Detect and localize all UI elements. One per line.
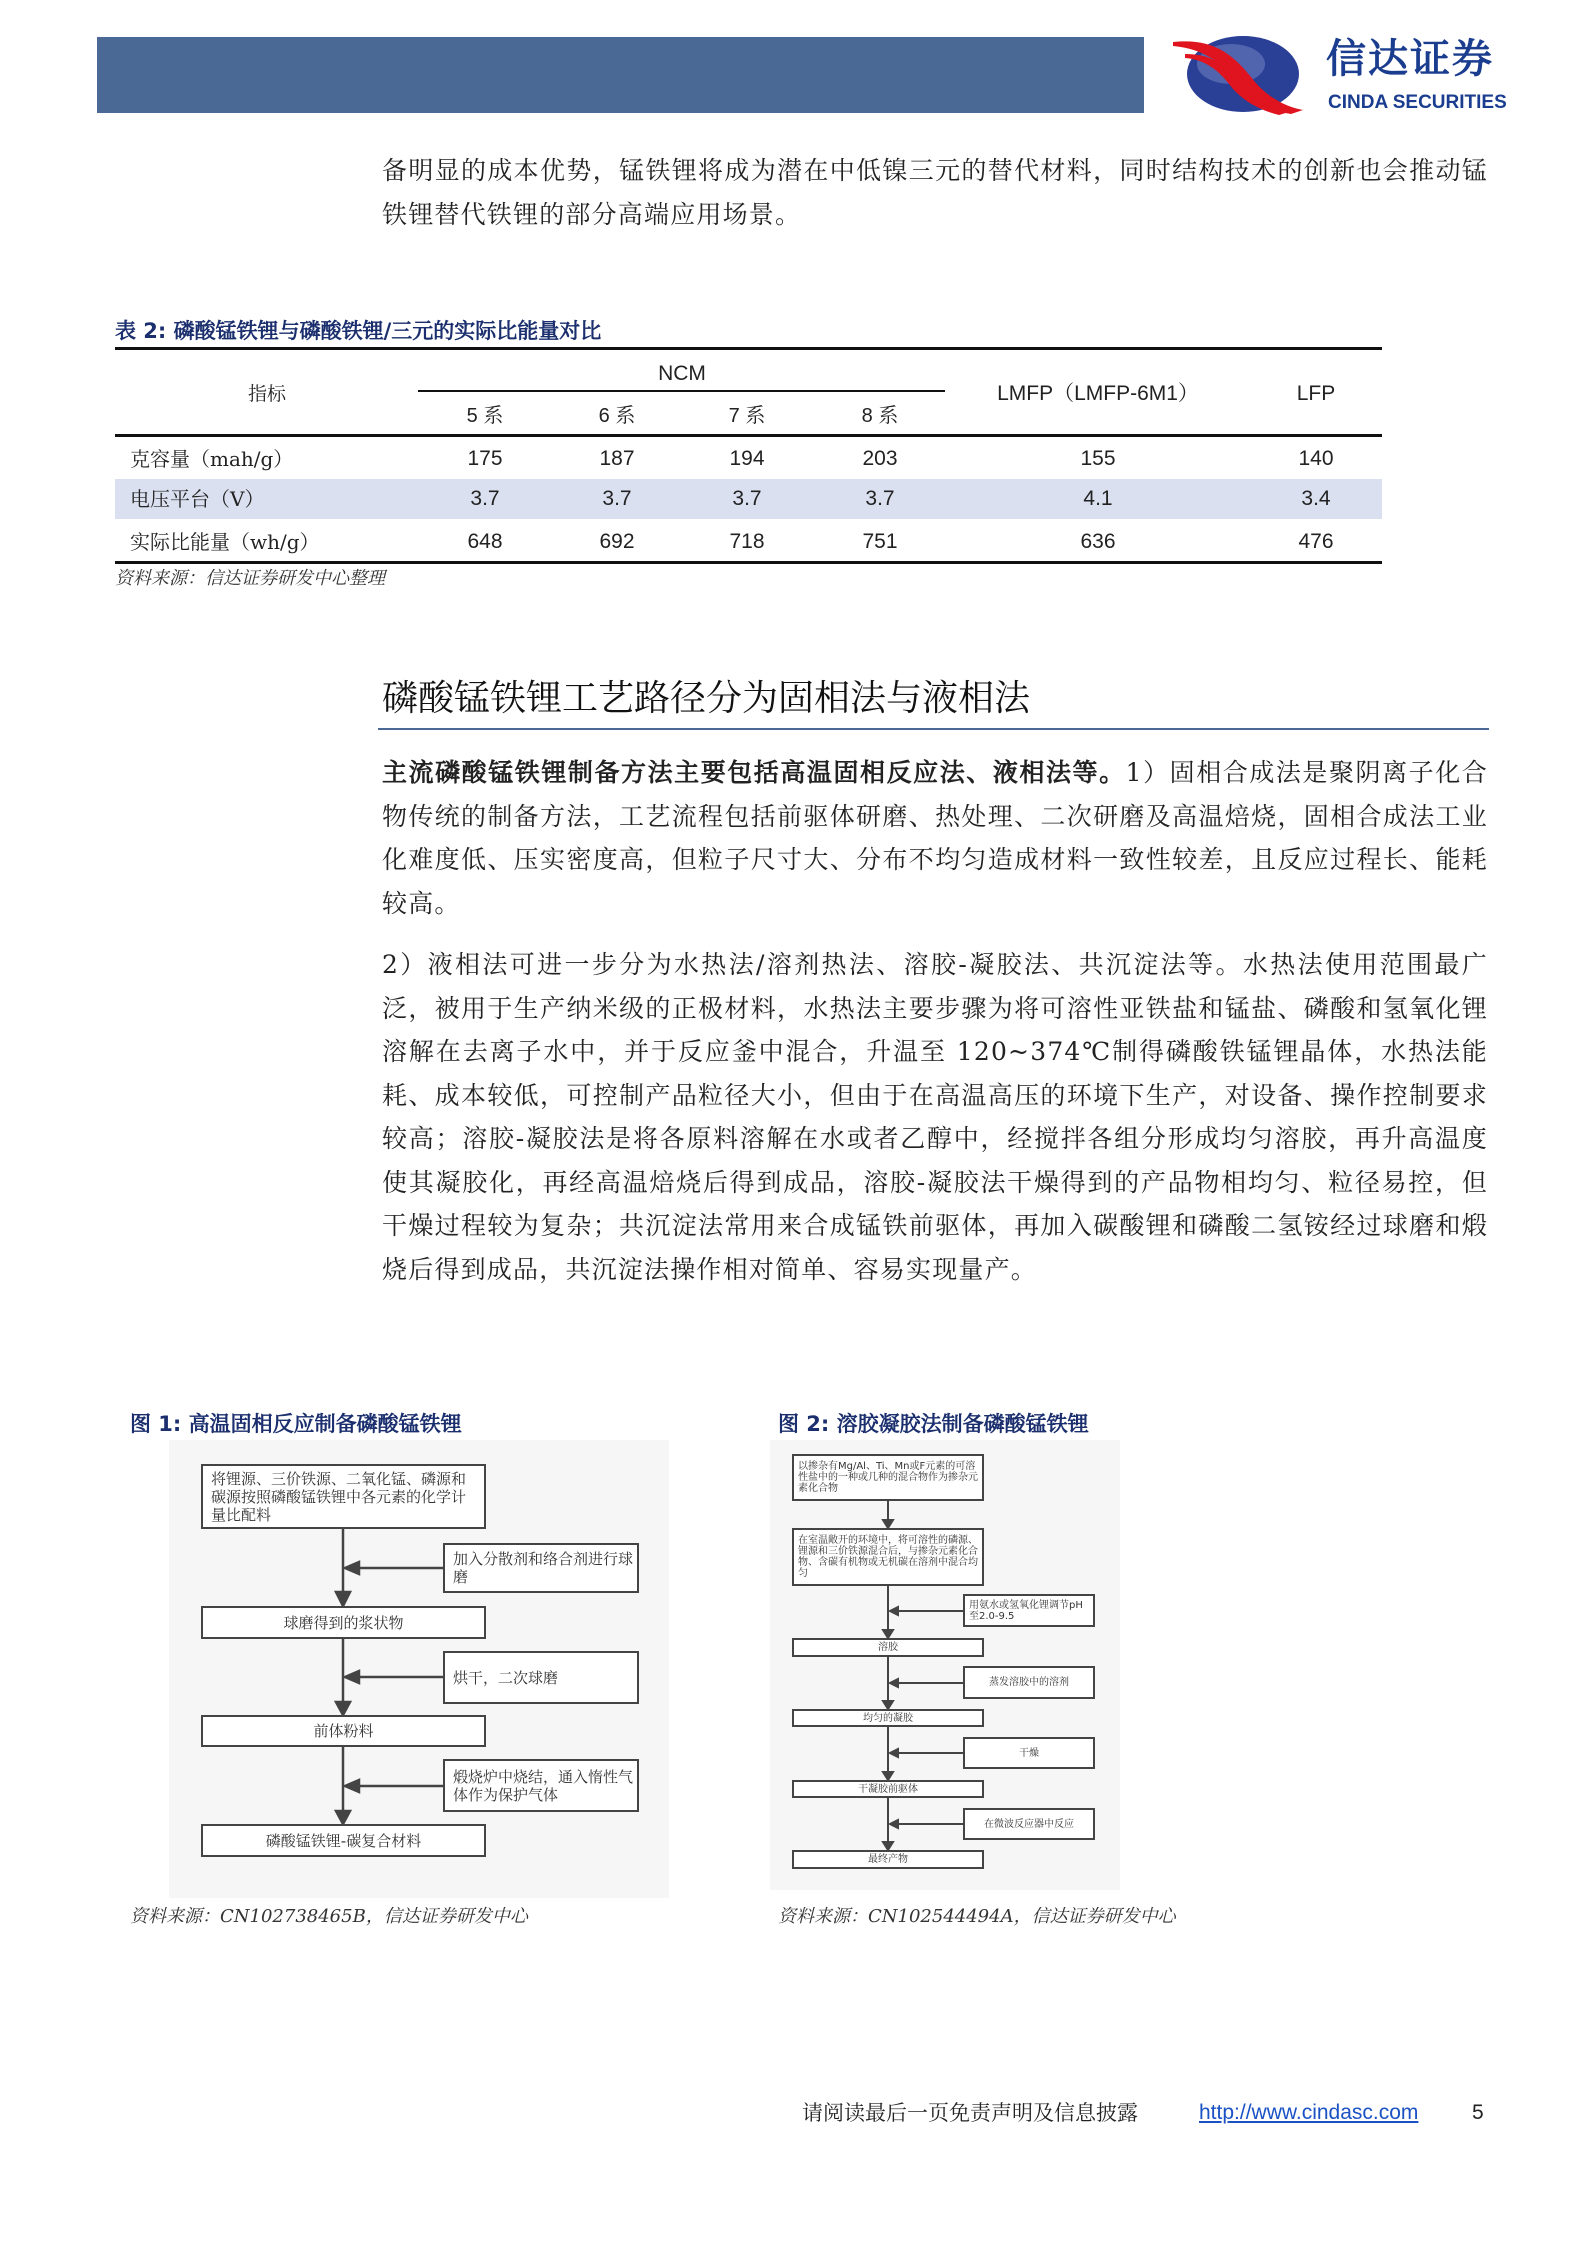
flow-side-step: 煅烧炉中烧结，通入惰性气体作为保护气体: [443, 1759, 639, 1812]
flow-step: 球磨得到的浆状物: [201, 1606, 486, 1639]
flow-step: 在室温敞开的环境中，将可溶性的磷源、锂源和三价铁源混合后，与掺杂元素化合物、含碳有机物或无机碳在溶剂中混合均匀: [792, 1528, 984, 1586]
row-label: 电压平台（V）: [130, 487, 265, 511]
flow-step: 均匀的凝胶: [792, 1709, 984, 1727]
flow-step: 溶胶: [792, 1638, 984, 1657]
flow-step: 以掺杂有Mg/Al、Ti、Mn或F元素的可溶性盐中的一种或几种的混合物作为掺杂元素化合物: [792, 1454, 984, 1501]
row-label: 克容量（mah/g）: [130, 447, 294, 471]
header-ncm-5: 5 系: [466, 405, 504, 427]
figure2-title: 图 2: 溶胶凝胶法制备磷酸锰铁锂: [778, 1412, 1089, 1436]
page-number: 5: [1472, 2101, 1484, 2124]
cell: 4.1: [1083, 487, 1113, 510]
cell: 175: [467, 447, 503, 470]
header-ncm: NCM: [658, 362, 706, 385]
figure1-flowchart: [169, 1440, 669, 1898]
cell: 187: [599, 447, 635, 470]
cell: 3.7: [470, 487, 500, 510]
cell: 194: [729, 447, 765, 470]
header-lfp: LFP: [1296, 382, 1336, 405]
figure1-title: 图 1: 高温固相反应制备磷酸锰铁锂: [130, 1412, 462, 1436]
flow-side-step: 干燥: [963, 1737, 1095, 1769]
flow-side-step: 蒸发溶胶中的溶剂: [963, 1666, 1095, 1699]
ncm-subrule: [418, 390, 945, 392]
header-ncm-8: 8 系: [861, 405, 899, 427]
table-bottom-rule: [115, 561, 1382, 564]
logo-text-cn: 信达证券: [1326, 36, 1494, 82]
section-title: 磷酸锰铁锂工艺路径分为固相法与液相法: [382, 678, 1031, 719]
flow-side-step: 在微波反应器中反应: [963, 1808, 1095, 1840]
footer-disclaimer: 请阅读最后一页免责声明及信息披露: [802, 2101, 1138, 2125]
flow-side-step: 烘干，二次球磨: [443, 1651, 639, 1704]
figure2-flowchart: [770, 1440, 1120, 1890]
cell: 3.7: [865, 487, 895, 510]
para1-text: 1）固相合成法是聚阴离子化合物传统的制备方法，工艺流程包括前驱体研磨、热处理、二次研磨及高温焙烧，固相合成法工业化难度低、压实密度高，但粒子尺寸大、分布不均匀造成材料一致性较差，且反应过程长、能耗较高。: [382, 758, 1488, 918]
row-label: 实际比能量（wh/g）: [130, 530, 320, 554]
table-source: 资料来源：信达证券研发中心整理: [115, 568, 385, 589]
cell: 751: [862, 530, 898, 553]
cell: 636: [1080, 530, 1116, 553]
para2-text: 2）液相法可进一步分为水热法/溶剂热法、溶胶-凝胶法、共沉淀法等。水热法使用范围最广泛，被用于生产纳米级的正极材料，水热法主要步骤为将可溶性亚铁盐和锰盐、磷酸和氢氧化锂溶解在去离子水中，并于反应釜中混合，升温至 120~374℃制得磷酸铁锰锂晶体，水热法能耗、成本较低，可控制产品粒径大小，但由于在高温高压的环境下生产，对设备、操作控制要求较高；溶胶-凝胶法是将各原料溶解在水或者乙醇中，经搅拌各组分形成均匀溶胶，再升高温度使其凝胶化，再经高温焙烧后得到成品，溶胶-凝胶法干燥得到的产品物相均匀、粒径易控，但干燥过程较为复杂；共沉淀法常用来合成锰铁前驱体，再加入碳酸锂和磷酸二氢铵经过球磨和煅烧后得到成品，共沉淀法操作相对简单、容易实现量产。: [382, 950, 1488, 1284]
cell: 3.7: [732, 487, 762, 510]
cell: 3.7: [602, 487, 632, 510]
cell: 155: [1080, 447, 1116, 470]
figure1-source: 资料来源：CN102738465B，信达证券研发中心: [130, 1906, 528, 1927]
cell: 476: [1298, 530, 1334, 553]
section-underline: [378, 728, 1489, 730]
intro-text: 备明显的成本优势，锰铁锂将成为潜在中低镍三元的替代材料，同时结构技术的创新也会推动锰铁锂替代铁锂的部分高端应用场景。: [382, 156, 1488, 229]
cell: 3.4: [1301, 487, 1331, 510]
flow-side-step: 用氨水或氢氧化锂调节pH至2.0-9.5: [963, 1594, 1095, 1627]
table-title: 表 2: 磷酸锰铁锂与磷酸铁锂/三元的实际比能量对比: [115, 319, 602, 343]
header-ncm-6: 6 系: [598, 405, 636, 427]
intro-paragraph: [382, 149, 1488, 236]
table-top-rule: [115, 347, 1382, 350]
cinda-logo-icon: [1171, 32, 1306, 116]
cell: 692: [599, 530, 635, 553]
flow-step: 干凝胶前驱体: [792, 1780, 984, 1798]
logo-text-en: CINDA SECURITIES: [1328, 92, 1507, 113]
flow-step: 磷酸锰铁锂-碳复合材料: [201, 1824, 486, 1857]
flow-step: 最终产物: [792, 1850, 984, 1869]
cell: 140: [1298, 447, 1334, 470]
cell: 648: [467, 530, 503, 553]
flow-step: 将锂源、三价铁源、二氧化锰、磷源和碳源按照磷酸锰铁锂中各元素的化学计量比配料: [201, 1464, 486, 1529]
cinda-logo: [1171, 32, 1556, 116]
flow-step: 前体粉料: [201, 1715, 486, 1747]
header-bar: [97, 37, 1144, 113]
figure2-source: 资料来源：CN102544494A，信达证券研发中心: [778, 1906, 1176, 1927]
cell: 203: [862, 447, 898, 470]
cell: 718: [729, 530, 765, 553]
table-header-rule: [115, 434, 1382, 437]
para1-bold: 主流磷酸锰铁锂制备方法主要包括高温固相反应法、液相法等。: [382, 758, 1126, 787]
section-paragraph-1: [382, 751, 1488, 925]
flow-side-step: 加入分散剂和络合剂进行球磨: [443, 1543, 639, 1593]
header-ncm-7: 7 系: [728, 405, 766, 427]
header-lmfp: LMFP（LMFP-6M1）: [997, 382, 1199, 405]
footer-website-link[interactable]: http://www.cindasc.com: [1199, 2101, 1419, 2124]
header-indicator: 指标: [247, 383, 287, 405]
section-paragraph-2: [382, 943, 1488, 1291]
